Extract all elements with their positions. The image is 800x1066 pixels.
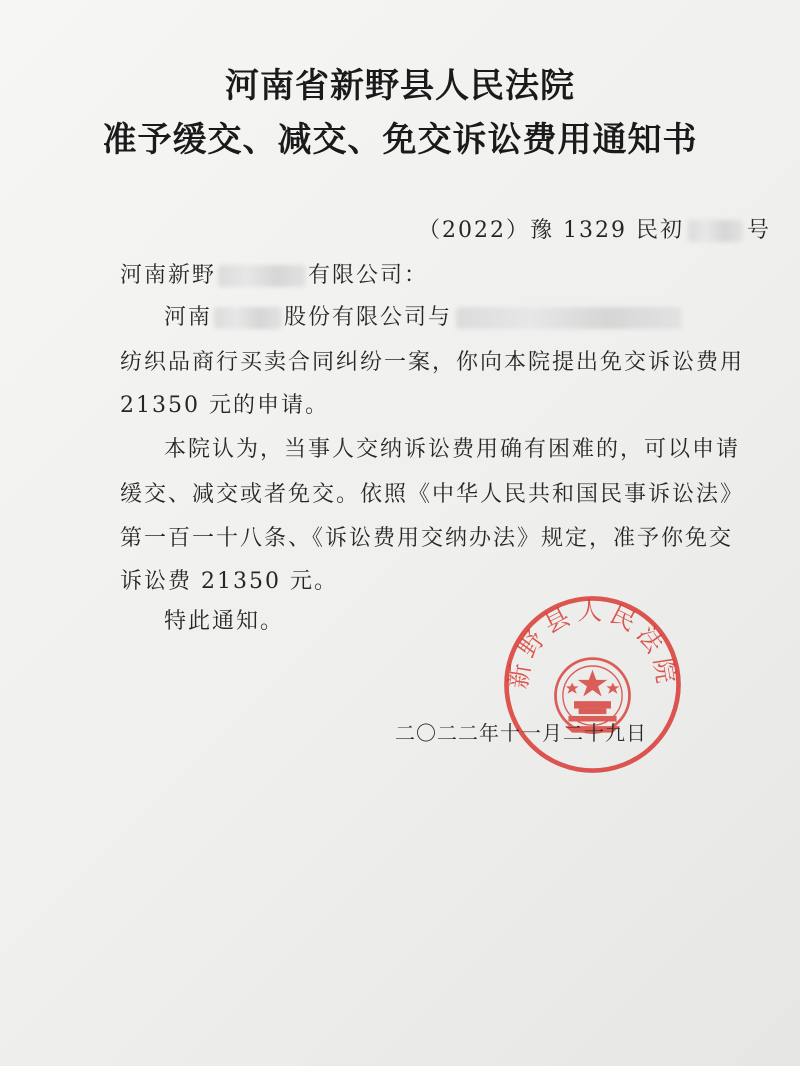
paragraph2-line3: 第一百一十八条、《诉讼费用交纳办法》规定，准予你免交: [120, 526, 734, 551]
court-name-heading: 河南省新野县人民法院: [225, 66, 575, 106]
addressee-suffix: 有限公司：: [308, 263, 429, 288]
case-number: [418, 213, 771, 244]
redacted-plaintiff: [214, 307, 282, 329]
notice-title: 准予缓交、减交、免交诉讼费用通知书: [102, 120, 698, 160]
case-number-suffix: 号: [746, 218, 771, 243]
closing-text: 特此通知。: [164, 609, 285, 634]
issue-date: 二〇二二年十一月二十九日: [395, 721, 647, 745]
paragraph2-line1: 本院认为，当事人交纳诉讼费用确有困难的，可以申请: [164, 437, 741, 462]
p1-plaintiff-prefix: 河南: [164, 305, 213, 330]
addressee-prefix: 河南新野: [120, 263, 217, 288]
paragraph2-line4: 诉讼费 21350 元。: [120, 569, 338, 594]
paragraph1-line2: 纺织品商行买卖合同纠纷一案，你向本院提出免交诉讼费用: [120, 350, 745, 375]
paragraph1-line3: 21350 元的申请。: [120, 393, 329, 418]
paragraph1-line1: [164, 300, 682, 331]
p1-relation: 股份有限公司与: [284, 305, 453, 330]
paragraph2-line2: 缓交、减交或者免交。依照《中华人民共和国民事诉讼法》: [120, 482, 745, 507]
court-seal: [500, 592, 685, 777]
addressee: [120, 258, 428, 289]
redacted-case-id: [688, 220, 743, 242]
redacted-defendant: [456, 307, 682, 329]
seal-text-path: 新野县人民法院: [503, 596, 682, 691]
redacted-company-name: [218, 265, 306, 287]
case-number-prefix: （2022）豫 1329 民初: [418, 218, 684, 243]
